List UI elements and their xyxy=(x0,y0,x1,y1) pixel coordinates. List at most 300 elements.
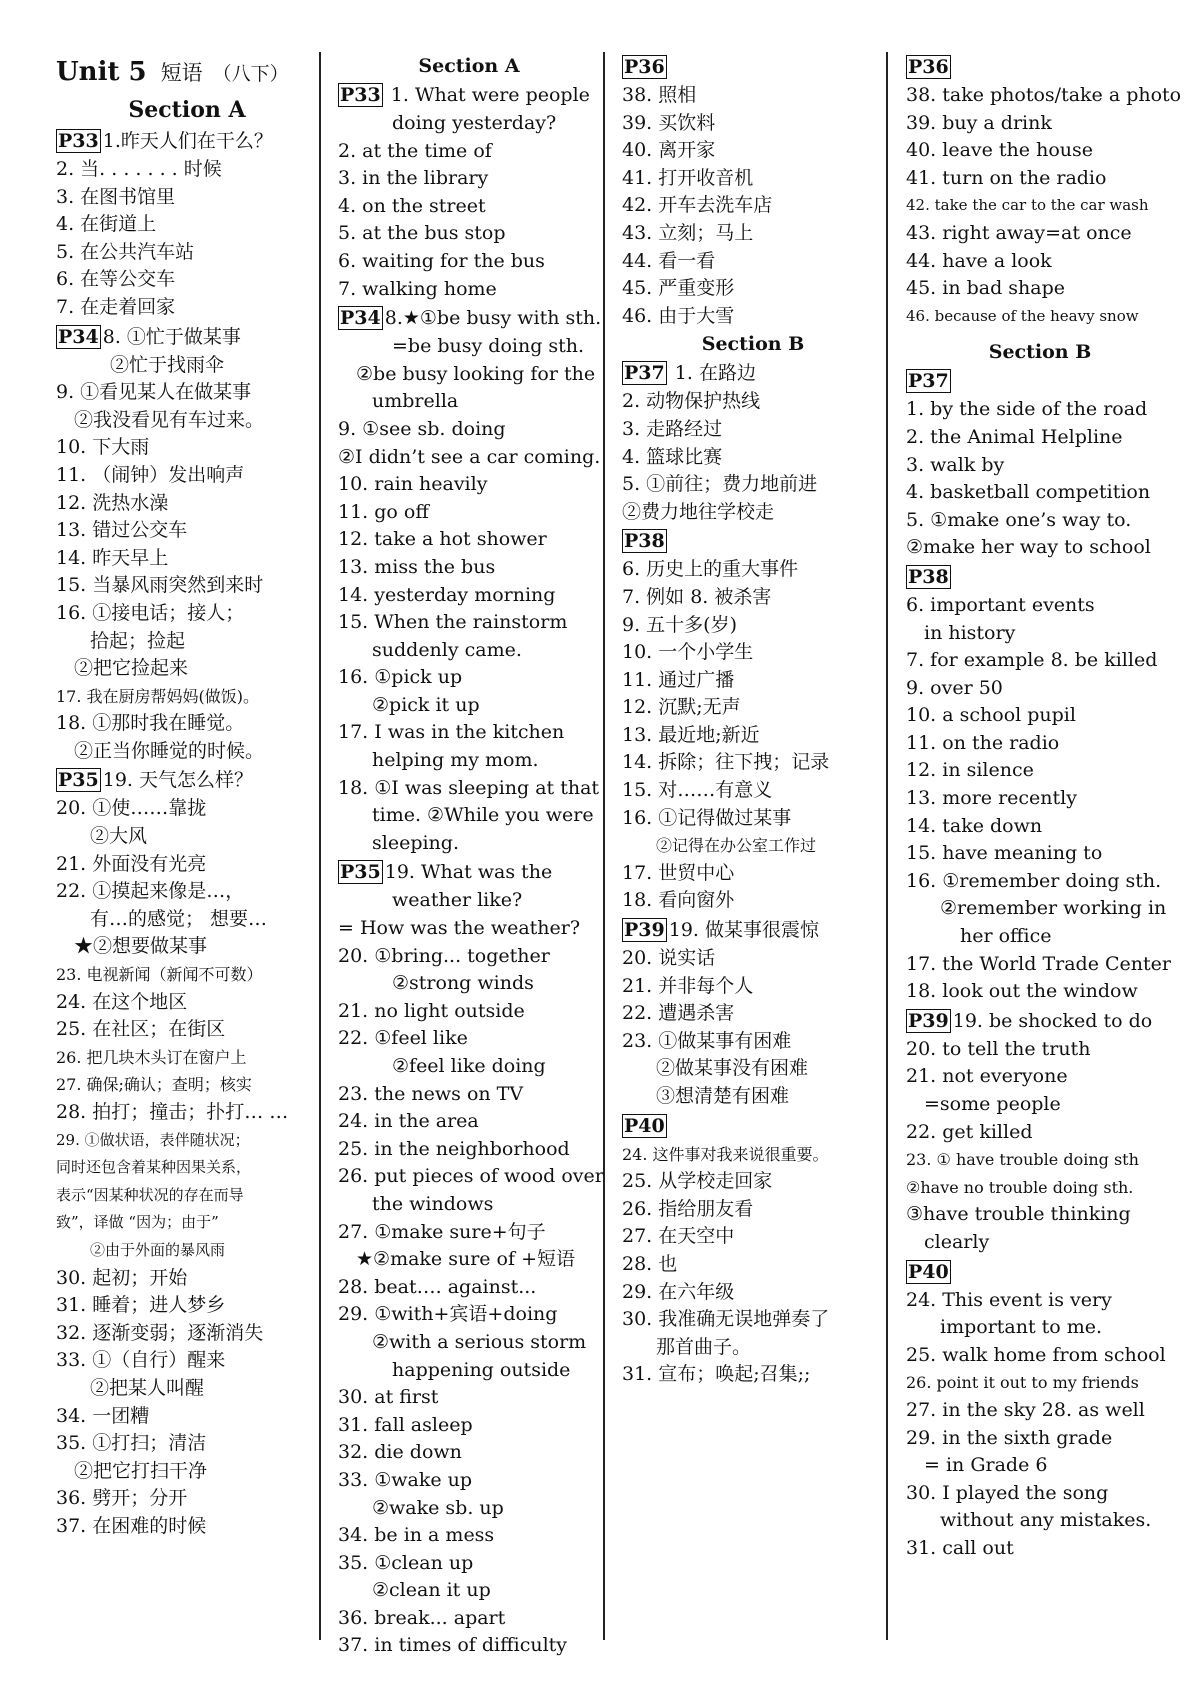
phrase-text: 24. 在这个地区 xyxy=(56,990,188,1013)
phrase-line xyxy=(622,444,884,472)
phrase-text: 7. walking home xyxy=(338,277,497,300)
phrase-line xyxy=(338,1495,600,1523)
phrase-text: ②由于外面的暴风雨 xyxy=(90,1240,226,1259)
phrase-line xyxy=(338,165,600,193)
phrase-text: = in Grade 6 xyxy=(924,1454,1048,1477)
column-3-chinese-section-b xyxy=(622,52,884,1640)
phrase-line xyxy=(338,471,600,499)
phrase-text: ③have trouble thinking xyxy=(906,1203,1131,1226)
phrase-line xyxy=(906,868,1174,896)
phrase-text: ②我没看见有车过来。 xyxy=(74,408,265,431)
phrase-line xyxy=(56,1099,318,1127)
phrase-line xyxy=(338,1357,600,1385)
phrase-line xyxy=(56,1403,318,1431)
phrase-text: 27. 确保;确认；查明；核实 xyxy=(56,1075,252,1095)
phrase-text: 40. leave the house xyxy=(906,139,1093,162)
phrase-line xyxy=(906,1287,1174,1315)
page-ref-badge: P36 xyxy=(624,56,665,78)
phrase-text: 29. ①with+宾语+doing xyxy=(338,1303,558,1326)
phrase-line xyxy=(56,765,318,795)
phrase-line xyxy=(906,978,1174,1006)
phrase-text: 23. the news on TV xyxy=(338,1082,524,1105)
phrase-line xyxy=(338,1439,600,1467)
phrase-text: 30. 起初；开始 xyxy=(56,1266,188,1289)
phrase-text: 1. by the side of the road xyxy=(906,398,1148,421)
phrase-text: 5. at the bus stop xyxy=(338,222,506,245)
phrase-line xyxy=(906,785,1174,813)
phrase-text: 20. ①bring... together xyxy=(338,944,550,967)
phrase-text: 39. 买饮料 xyxy=(622,111,716,134)
phrase-text: 15. have meaning to xyxy=(906,842,1103,865)
page-ref-badge: P40 xyxy=(908,1260,949,1283)
phrase-line xyxy=(338,1632,600,1660)
phrase-line xyxy=(622,1279,884,1307)
phrase-line xyxy=(56,294,318,322)
phrase-line xyxy=(622,556,884,584)
section-heading: Section A xyxy=(128,97,246,123)
phrase-line xyxy=(56,379,318,407)
phrase-line xyxy=(56,352,318,380)
phrase-text: 20. 说实话 xyxy=(622,947,716,970)
phrase-line xyxy=(56,434,318,462)
phrase-line xyxy=(338,692,600,720)
phrase-text: ②大风 xyxy=(90,825,148,848)
phrase-text: ②费力地往学校走 xyxy=(622,500,775,523)
section-heading: Section A xyxy=(418,55,520,77)
phrase-text: happening outside xyxy=(392,1358,571,1381)
phrase-line xyxy=(622,667,884,695)
phrase-text: 有…的感觉； 想要… xyxy=(90,907,268,930)
phrase-line xyxy=(622,275,884,303)
phrase-text: 18. ①那时我在睡觉。 xyxy=(56,712,245,735)
phrase-text: time. ②While you were xyxy=(372,804,594,827)
phrase-list xyxy=(338,80,604,1660)
phrase-text: 27. in the sky 28. as well xyxy=(906,1398,1145,1421)
phrase-line xyxy=(338,802,600,830)
phrase-text: 16. ①remember doing sth. xyxy=(906,869,1162,892)
phrase-line xyxy=(622,1223,884,1251)
phrase-text: ②clean it up xyxy=(372,1579,491,1602)
phrase-text: ②I didn’t see a car coming. xyxy=(338,445,601,468)
phrase-text: 25. 从学校走回家 xyxy=(622,1170,773,1193)
phrase-text: 31. 宣布；唤起;召集;; xyxy=(622,1363,811,1386)
phrase-line xyxy=(338,1522,600,1550)
phrase-text: 5. ①make one’s way to. xyxy=(906,508,1132,531)
phrase-line xyxy=(338,303,600,333)
phrase-line xyxy=(622,192,884,220)
phrase-text: 25. 在社区；在街区 xyxy=(56,1018,226,1041)
phrase-line xyxy=(56,156,318,184)
phrase-text: 9. over 50 xyxy=(906,676,1003,699)
phrase-line xyxy=(56,407,318,435)
phrase-text: 21. not everyone xyxy=(906,1065,1068,1088)
phrase-text: 46. 由于大雪 xyxy=(622,304,735,327)
phrase-line xyxy=(56,710,318,738)
phrase-text: 19. be shocked to do xyxy=(952,1009,1153,1032)
phrase-line xyxy=(906,1425,1174,1453)
phrase-text: ★②make sure of +短语 xyxy=(356,1248,575,1271)
phrase-text: ②把它捡起来 xyxy=(74,657,189,680)
phrase-line xyxy=(56,683,318,711)
phrase-text: 45. 严重变形 xyxy=(622,277,735,300)
phrase-list xyxy=(56,126,318,1541)
phrase-text: ②remember working in xyxy=(940,897,1167,920)
phrase-line xyxy=(906,192,1174,220)
phrase-text: without any mistakes. xyxy=(940,1509,1152,1532)
phrase-line xyxy=(622,499,884,527)
phrase-line xyxy=(56,126,318,156)
page-ref-badge: P37 xyxy=(908,370,949,393)
phrase-line xyxy=(338,1550,600,1578)
phrase-text: sleeping. xyxy=(372,831,459,854)
column-2-english-section-a xyxy=(338,52,604,1657)
phrase-line xyxy=(56,1347,318,1375)
phrase-line xyxy=(906,647,1174,675)
phrase-list xyxy=(622,52,884,330)
phrase-text: 9. 五十多(岁) xyxy=(622,613,737,636)
phrase-text: 6. waiting for the bus xyxy=(338,249,545,272)
phrase-text: 25. in the neighborhood xyxy=(338,1137,570,1160)
phrase-text: 14. 拆除；往下拽；记录 xyxy=(622,751,830,774)
phrase-line xyxy=(56,600,318,628)
phrase-line xyxy=(622,1000,884,1028)
page-ref-badge: P34 xyxy=(340,307,381,330)
phrase-text: 35. ①打扫；清洁 xyxy=(56,1432,207,1455)
phrase-text: 4. 篮球比赛 xyxy=(622,445,723,468)
phrase-line xyxy=(338,1219,600,1247)
phrase-text: 16. ①接电话；接人； xyxy=(56,601,245,624)
phrase-line xyxy=(622,945,884,973)
phrase-line xyxy=(56,266,318,294)
phrase-text: helping my mom. xyxy=(372,749,539,772)
phrase-line xyxy=(338,138,600,166)
phrase-line xyxy=(906,82,1182,110)
phrase-text: 23. ① have trouble doing sth xyxy=(906,1150,1139,1170)
phrase-text: 4. on the street xyxy=(338,194,486,217)
phrase-text: 37. 在困难的时候 xyxy=(56,1514,207,1537)
phrase-text: 38. take photos/take a photo xyxy=(906,84,1182,106)
phrase-line xyxy=(622,805,884,833)
phrase-line xyxy=(338,609,600,637)
phrase-text: 3. in the library xyxy=(338,167,489,190)
phrase-text: 22. get killed xyxy=(906,1120,1033,1143)
phrase-line xyxy=(622,1141,884,1169)
page-title xyxy=(56,52,318,94)
phrase-line xyxy=(622,220,884,248)
phrase-line xyxy=(906,424,1174,452)
phrase-line xyxy=(56,906,318,934)
phrase-line xyxy=(622,165,884,193)
phrase-text: 8.★①be busy with sth. xyxy=(384,307,602,330)
phrase-text: 32. die down xyxy=(338,1441,462,1464)
phrase-text: 27. ①make sure+句子 xyxy=(338,1220,546,1243)
phrase-line xyxy=(338,1163,604,1191)
phrase-line xyxy=(56,1127,318,1155)
phrase-text: weather like? xyxy=(392,889,523,912)
phrase-text: 26. point it out to my friends xyxy=(906,1373,1139,1393)
phrase-text: 42. 开车去洗车店 xyxy=(622,194,773,217)
phrase-text: = How was the weather? xyxy=(338,917,581,940)
phrase-line xyxy=(622,915,884,945)
phrase-text: 37. in times of difficulty xyxy=(338,1634,568,1657)
phrase-line xyxy=(622,639,884,667)
phrase-text: 31. 睡着；进人梦乡 xyxy=(56,1294,226,1317)
page-ref-badge: P39 xyxy=(908,1009,949,1032)
phrase-list xyxy=(622,358,884,1389)
phrase-line xyxy=(338,248,600,276)
page-ref-badge: P34 xyxy=(58,325,99,348)
phrase-text: ②记得在办公室工作过 xyxy=(656,836,817,856)
phrase-text: 22. 遭遇杀害 xyxy=(622,1002,735,1025)
phrase-text: 3. 在图书馆里 xyxy=(56,185,176,208)
phrase-line xyxy=(906,1063,1174,1091)
phrase-line xyxy=(56,795,318,823)
phrase-line xyxy=(622,110,884,138)
phrase-line xyxy=(622,749,884,777)
phrase-text: 8. ①忙于做某事 xyxy=(102,325,241,348)
phrase-line xyxy=(338,747,600,775)
phrase-text: 23. 电视新闻（新闻不可数） xyxy=(56,965,263,985)
phrase-line xyxy=(338,526,600,554)
phrase-text: 12. in silence xyxy=(906,759,1034,782)
phrase-text: 7. 例如 8. 被杀害 xyxy=(622,585,772,608)
phrase-line xyxy=(338,943,600,971)
phrase-text: 17. 世贸中心 xyxy=(622,861,735,884)
phrase-text: 2. 动物保护热线 xyxy=(622,390,761,413)
phrase-text: ②feel like doing xyxy=(392,1055,546,1077)
column-4-english-section-b xyxy=(906,52,1182,1640)
phrase-text: 11. （闹钟）发出响声 xyxy=(56,463,245,486)
phrase-line xyxy=(56,655,318,683)
phrase-text: the windows xyxy=(372,1192,494,1215)
phrase-line xyxy=(622,471,884,499)
phrase-text: 7. for example 8. be killed xyxy=(906,649,1158,672)
page-ref-badge: P39 xyxy=(624,919,665,942)
phrase-line xyxy=(622,137,884,165)
phrase-line xyxy=(906,1480,1174,1508)
phrase-line xyxy=(338,1329,600,1357)
phrase-text: 14. 昨天早上 xyxy=(56,546,169,569)
phrase-text: 30. 我准确无误地弹奏了 xyxy=(622,1308,830,1331)
phrase-text: 13. 错过公交车 xyxy=(56,519,188,542)
phrase-line xyxy=(906,220,1174,248)
phrase-line xyxy=(338,857,600,887)
phrase-text: 28. 拍打；撞击；扑打… … xyxy=(56,1101,289,1123)
phrase-text: 6. important events xyxy=(906,593,1095,616)
phrase-line xyxy=(56,211,318,239)
phrase-text: 15. When the rainstorm xyxy=(338,611,568,634)
phrase-line xyxy=(622,1196,884,1224)
phrase-text: 17. 我在厨房帮妈妈(做饭)。 xyxy=(56,686,260,706)
phrase-line xyxy=(906,1091,1174,1119)
phrase-text: 24. This event is very xyxy=(906,1288,1112,1311)
phrase-text: 28. 也 xyxy=(622,1252,678,1275)
phrase-line xyxy=(906,1452,1174,1480)
phrase-line xyxy=(622,1306,884,1334)
phrase-line xyxy=(56,628,318,656)
phrase-text: 15. 当暴风雨突然到来时 xyxy=(56,574,264,597)
phrase-text: 26. 指给朋友看 xyxy=(622,1197,754,1220)
phrase-line xyxy=(56,322,318,352)
phrase-line xyxy=(622,303,884,331)
phrase-text: 23. ①做某事有困难 xyxy=(622,1029,792,1052)
phrase-text: 35. ①clean up xyxy=(338,1551,474,1574)
phrase-text: =some people xyxy=(924,1093,1061,1115)
phrase-text: 1. What were people xyxy=(384,84,590,106)
phrase-line xyxy=(622,584,884,612)
phrase-line xyxy=(338,1301,600,1329)
phrase-text: 25. walk home from school xyxy=(906,1343,1166,1366)
phrase-line xyxy=(56,1458,318,1486)
page-ref-badge: P33 xyxy=(58,130,99,152)
phrase-line xyxy=(906,1257,1174,1287)
phrase-line xyxy=(338,444,600,472)
phrase-line xyxy=(906,479,1174,507)
phrase-line xyxy=(56,1485,318,1513)
phrase-line xyxy=(906,1174,1174,1202)
page-ref-badge: P38 xyxy=(908,565,949,588)
phrase-line xyxy=(906,137,1174,165)
phrase-line xyxy=(906,1342,1174,1370)
phrase-text: 13. 最近地;新近 xyxy=(622,723,760,746)
phrase-text: 18. look out the window xyxy=(906,980,1138,1003)
phrase-line xyxy=(906,1006,1174,1036)
phrase-line xyxy=(338,998,600,1026)
phrase-text: 36. 劈开；分开 xyxy=(56,1487,188,1510)
phrase-line xyxy=(338,220,600,248)
phrase-line xyxy=(622,1055,884,1083)
phrase-text: 31. call out xyxy=(906,1536,1014,1559)
phrase-text: 6. 历史上的重大事件 xyxy=(622,558,799,581)
phrase-line xyxy=(906,452,1174,480)
phrase-text: ②忙于找雨伞 xyxy=(110,353,225,376)
phrase-text: 1. 在路边 xyxy=(668,362,756,385)
phrase-text: 3. 走路经过 xyxy=(622,417,723,440)
phrase-line xyxy=(338,887,600,915)
phrase-line xyxy=(906,1119,1174,1147)
phrase-text: 36. break... apart xyxy=(338,1606,506,1629)
phrase-text: 18. ①I was sleeping at that xyxy=(338,776,600,799)
phrase-text: 5. 在公共汽车站 xyxy=(56,240,195,263)
phrase-line xyxy=(56,1375,318,1403)
phrase-text: 30. I played the song xyxy=(906,1481,1109,1504)
phrase-line xyxy=(338,1108,600,1136)
phrase-text: 19. What was the xyxy=(384,861,553,884)
phrase-text: 26. 把几块木头订在窗户上 xyxy=(56,1047,247,1067)
phrase-line xyxy=(906,275,1174,303)
phrase-text: 40. 离开家 xyxy=(622,139,716,162)
phrase-line xyxy=(338,416,600,444)
page-ref-badge: P35 xyxy=(58,769,99,792)
phrase-line xyxy=(56,878,318,906)
phrase-line xyxy=(338,80,600,110)
phrase-line xyxy=(56,851,318,879)
phrase-text: 33. ①（自行）醒来 xyxy=(56,1349,226,1372)
phrase-text: 22. ①feel like xyxy=(338,1027,468,1050)
phrase-text: ②make her way to school xyxy=(906,536,1151,559)
phrase-text: 9. ①看见某人在做某事 xyxy=(56,381,252,404)
phrase-line xyxy=(338,110,600,138)
phrase-text: ②把它打扫干净 xyxy=(74,1459,208,1482)
phrase-text: 16. ①pick up xyxy=(338,666,463,689)
phrase-text: 表示“因某种状况的存在而导 xyxy=(56,1185,244,1204)
phrase-line xyxy=(622,526,884,556)
phrase-line xyxy=(622,388,884,416)
column-1-chinese-section-a xyxy=(56,52,318,1640)
phrase-text: 致”，译做 “因为；由于” xyxy=(56,1213,219,1232)
phrase-text: 21. no light outside xyxy=(338,999,525,1022)
phrase-text: 同时还包含着某种因果关系， xyxy=(56,1158,252,1177)
section-heading: Section B xyxy=(701,333,805,356)
phrase-line xyxy=(338,1412,600,1440)
phrase-text: 43. right away=at once xyxy=(906,221,1132,244)
phrase-line xyxy=(338,1274,600,1302)
phrase-text: 3. walk by xyxy=(906,453,1005,476)
column-divider xyxy=(319,52,321,1640)
phrase-line xyxy=(622,1083,884,1111)
phrase-text: 27. 在天空中 xyxy=(622,1225,735,1248)
phrase-line xyxy=(906,730,1174,758)
phrase-line xyxy=(906,1229,1174,1257)
phrase-text: 13. more recently xyxy=(906,787,1077,810)
phrase-text: 30. at first xyxy=(338,1386,439,1409)
page-ref-badge: P40 xyxy=(624,1114,665,1137)
phrase-line xyxy=(906,592,1174,620)
phrase-list xyxy=(906,366,1174,1562)
phrase-text: 16. ①记得做过某事 xyxy=(622,806,792,829)
phrase-line xyxy=(338,276,600,304)
phrase-text: 34. be in a mess xyxy=(338,1524,495,1547)
phrase-text: 13. miss the bus xyxy=(338,555,496,578)
phrase-text: ②pick it up xyxy=(372,693,480,716)
phrase-line xyxy=(56,961,318,989)
phrase-text: ②把某人叫醒 xyxy=(90,1376,205,1399)
phrase-text: 14. yesterday morning xyxy=(338,583,556,606)
phrase-line xyxy=(338,499,600,527)
phrase-line xyxy=(56,1016,318,1044)
phrase-text: 6. 在等公交车 xyxy=(56,268,176,291)
phrase-text: 12. take a hot shower xyxy=(338,528,547,551)
phrase-text: 10. a school pupil xyxy=(906,704,1076,727)
phrase-text: 28. beat…. against... xyxy=(338,1275,537,1298)
title-subtitle: 短语 xyxy=(160,61,203,85)
phrase-line xyxy=(906,396,1174,424)
page-ref-badge: P37 xyxy=(624,362,665,385)
phrase-line xyxy=(906,303,1174,331)
phrase-text: 10. rain heavily xyxy=(338,473,488,496)
phrase-line xyxy=(56,1182,318,1210)
phrase-line xyxy=(906,1146,1174,1174)
phrase-line xyxy=(338,664,600,692)
phrase-line xyxy=(906,562,1174,592)
page-ref-badge: P35 xyxy=(340,861,381,884)
phrase-text: ②strong winds xyxy=(392,972,534,995)
phrase-line xyxy=(56,1292,318,1320)
phrase-text: 2. 当. . . . . . . 时候 xyxy=(56,158,222,180)
phrase-line xyxy=(622,416,884,444)
phrase-line xyxy=(906,895,1174,923)
phrase-text: 21. 并非每个人 xyxy=(622,974,754,997)
phrase-text: 12. 沉默;无声 xyxy=(622,696,741,719)
phrase-text: 19. 做某事很震惊 xyxy=(668,919,819,942)
phrase-line xyxy=(338,1053,600,1081)
phrase-line xyxy=(906,1369,1174,1397)
phrase-text: 44. 看一看 xyxy=(622,249,716,272)
phrase-line xyxy=(56,1430,318,1458)
phrase-line xyxy=(622,694,884,722)
phrase-line xyxy=(338,1081,600,1109)
phrase-line xyxy=(622,887,884,915)
